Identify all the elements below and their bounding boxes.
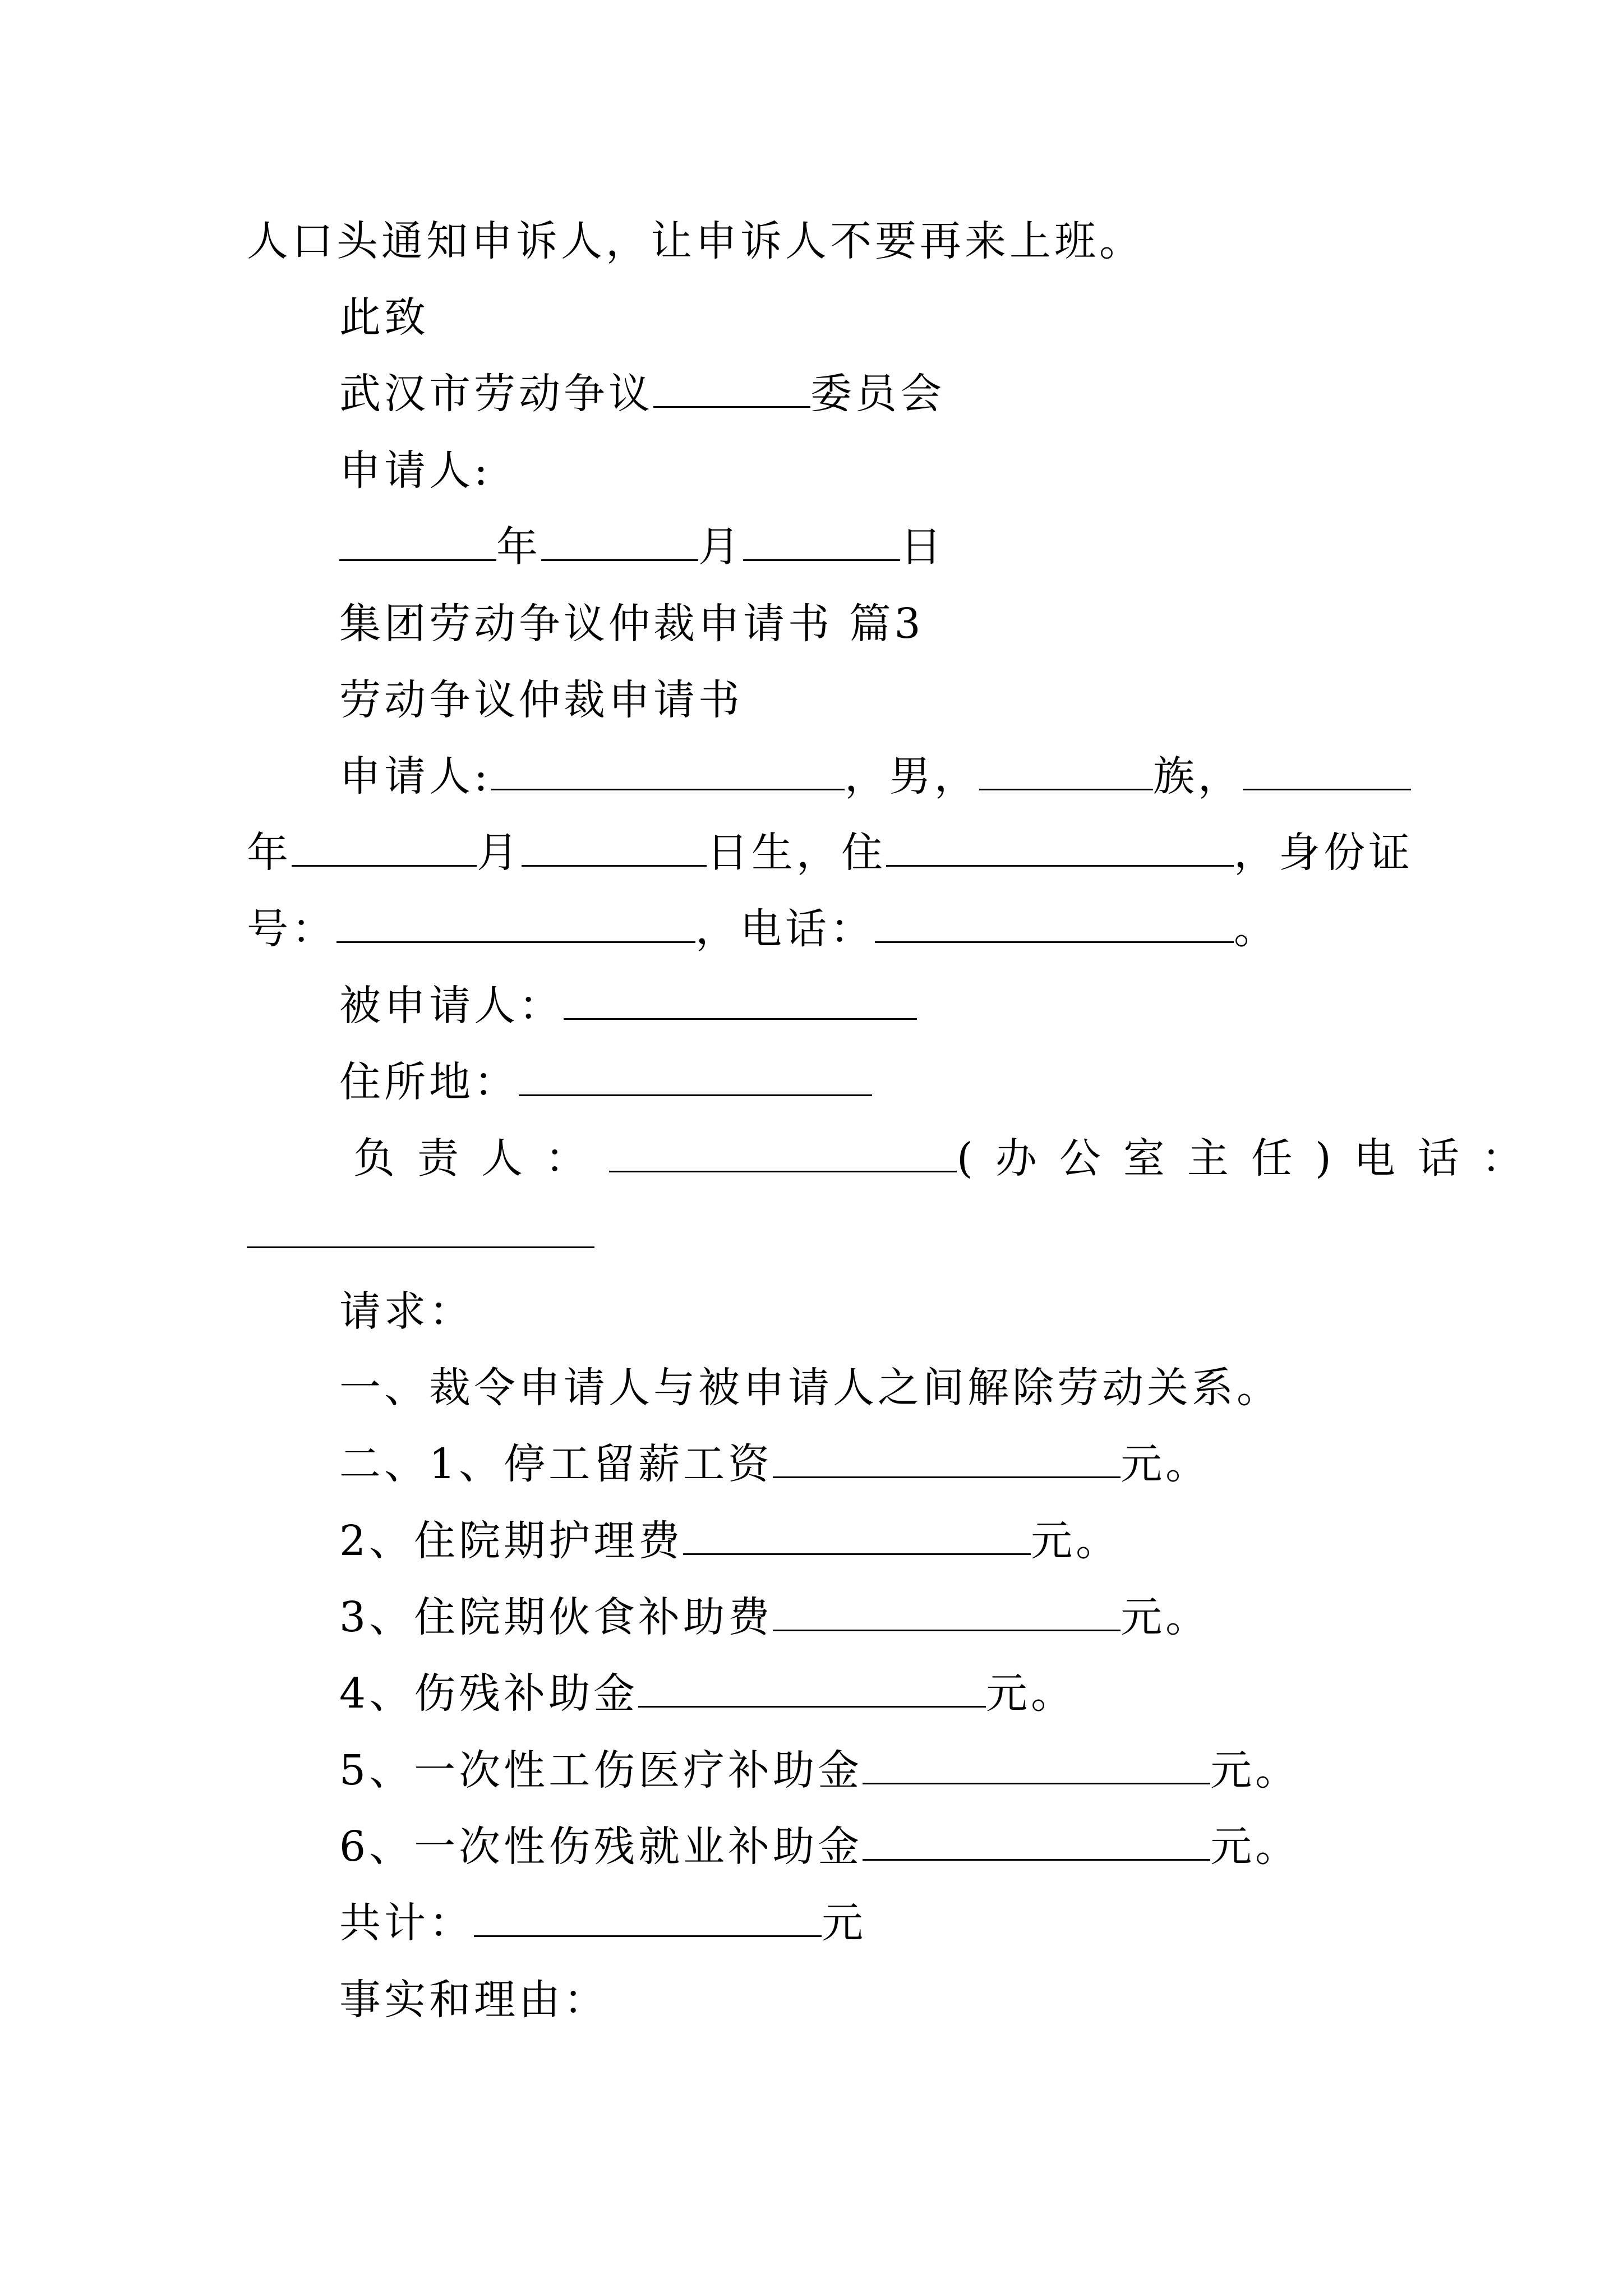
id-phone-line: 号： ，电话： 。 xyxy=(247,901,1279,957)
responsible-person-line: 负责人： (办公室主任)电话： xyxy=(353,1130,1546,1186)
request-item: 6、一次性伤残就业补助金 元。 xyxy=(339,1819,1300,1875)
blank-field xyxy=(1243,749,1411,790)
blank-field xyxy=(773,1437,1121,1478)
blank-field xyxy=(875,902,1234,943)
section-heading: 集团劳动争议仲裁申请书 篇3 xyxy=(339,600,924,648)
blank-field xyxy=(886,826,1234,867)
applicant-label: 申请人: xyxy=(339,447,491,495)
request-item: 4、伤残补助金 元。 xyxy=(339,1665,1076,1722)
respondent-line: 被申请人： xyxy=(339,978,917,1034)
blank-field xyxy=(683,1514,1031,1555)
request-item: 3、住院期伙食补助费 元。 xyxy=(339,1589,1210,1645)
document-title: 劳动争议仲裁申请书 xyxy=(339,676,743,724)
applicant-info-line: 申请人: ，男， 族， xyxy=(339,748,1411,804)
request-heading: 请求： xyxy=(339,1287,474,1336)
blank-field xyxy=(247,1207,594,1248)
blank-field xyxy=(336,902,695,943)
blank-field xyxy=(292,826,477,867)
phone-blank-line xyxy=(247,1206,594,1262)
salutation: 此致 xyxy=(339,293,429,342)
date-line: 年 月 日 xyxy=(339,519,945,575)
blank-field xyxy=(638,1667,986,1708)
recipient-line: 武汉市劳动争议 委员会 xyxy=(339,366,945,422)
blank-field xyxy=(541,520,698,561)
address-line: 住所地： xyxy=(339,1054,872,1110)
total-line: 共计： 元 xyxy=(339,1895,866,1951)
blank-field xyxy=(474,1896,822,1937)
blank-field xyxy=(979,749,1153,790)
request-item: 5、一次性工伤医疗补助金 元。 xyxy=(339,1742,1300,1798)
blank-field xyxy=(773,1590,1121,1631)
blank-field xyxy=(743,520,900,561)
facts-heading: 事实和理由： xyxy=(339,1976,608,2024)
blank-field xyxy=(863,1743,1210,1784)
paragraph-line: 人口头通知申诉人，让申诉人不要再来上班。 xyxy=(247,217,1144,265)
blank-field xyxy=(522,826,707,867)
blank-field xyxy=(863,1820,1210,1861)
blank-field xyxy=(339,520,496,561)
blank-field xyxy=(491,749,845,790)
blank-field xyxy=(564,979,917,1020)
birthdate-address-line: 年 月 日生，住 ，身份证 xyxy=(247,825,1413,881)
blank-field xyxy=(653,367,810,408)
blank-field xyxy=(609,1131,957,1172)
request-item: 二、1、停工留薪工资 元。 xyxy=(339,1436,1210,1492)
request-item: 2、住院期护理费 元。 xyxy=(339,1513,1121,1569)
blank-field xyxy=(519,1055,872,1096)
request-item: 一、裁令申请人与被申请人之间解除劳动关系。 xyxy=(339,1364,1281,1412)
